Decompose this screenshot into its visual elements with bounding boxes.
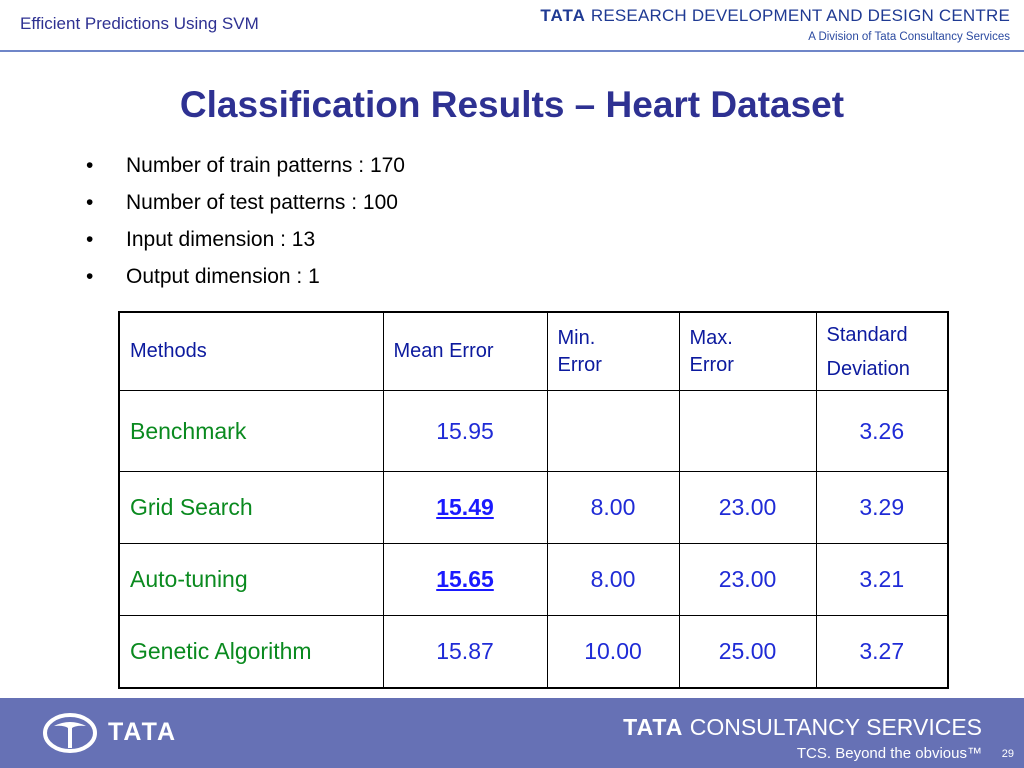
header-methods: Methods <box>119 312 383 391</box>
max-error-cell: 23.00 <box>679 472 816 544</box>
bullet-dot: • <box>86 191 94 214</box>
mean-error-cell: 15.87 <box>383 616 547 688</box>
header-title: Efficient Predictions Using SVM <box>20 14 259 33</box>
header-std-deviation <box>816 312 948 391</box>
header-min-error-line2: Error <box>557 353 602 376</box>
max-error-cell: 23.00 <box>679 544 816 616</box>
mean-error-cell-best: 15.49 <box>383 472 547 544</box>
min-error-cell: 8.00 <box>547 472 679 544</box>
bullet-list <box>86 152 405 300</box>
bullet-text: Number of test patterns : 100 <box>126 191 398 214</box>
bullet-item <box>86 152 405 189</box>
method-cell: Grid Search <box>119 472 383 544</box>
mean-error-cell-best: 15.65 <box>383 544 547 616</box>
header-std-line2: Deviation <box>826 357 910 380</box>
tata-logo-icon <box>42 712 98 759</box>
header-min-error-line1: Min. <box>557 326 596 349</box>
table-row <box>119 616 948 688</box>
table-row <box>119 544 948 616</box>
std-deviation-cell: 3.27 <box>816 616 948 688</box>
header-divider <box>0 50 1024 52</box>
tcs-brand <box>623 714 982 741</box>
method-cell: Benchmark <box>119 391 383 472</box>
std-deviation-cell: 3.26 <box>816 391 948 472</box>
header-mean-error: Mean Error <box>383 312 547 391</box>
brand-subtitle: A Division of Tata Consultancy Services <box>808 31 1010 43</box>
bullet-text: Number of train patterns : 170 <box>126 154 405 177</box>
table-header-row <box>119 312 948 391</box>
bullet-item <box>86 226 405 263</box>
tcs-tagline: TCS. Beyond the obvious™ <box>796 745 982 762</box>
page-number: 29 <box>1001 748 1014 760</box>
std-deviation-cell: 3.21 <box>816 544 948 616</box>
bullet-dot: • <box>86 265 94 288</box>
tcs-name: CONSULTANCY SERVICES <box>683 714 982 740</box>
footer-bar <box>0 698 1024 768</box>
brand-tata: TATA <box>540 6 586 25</box>
bullet-text: Output dimension : 1 <box>126 265 320 288</box>
bullet-dot: • <box>86 228 94 251</box>
min-error-cell: 8.00 <box>547 544 679 616</box>
std-deviation-cell: 3.29 <box>816 472 948 544</box>
header-max-error-line2: Error <box>689 353 734 376</box>
header-max-error-line1: Max. <box>689 326 733 349</box>
table-row <box>119 472 948 544</box>
bullet-item <box>86 263 405 300</box>
method-cell: Auto-tuning <box>119 544 383 616</box>
max-error-cell <box>679 391 816 472</box>
header-max-error <box>679 312 816 391</box>
bullet-text: Input dimension : 13 <box>126 228 316 251</box>
mean-error-cell: 15.95 <box>383 391 547 472</box>
trddc-brand <box>540 6 1010 43</box>
brand-rest: RESEARCH DEVELOPMENT AND DESIGN CENTRE <box>585 6 1010 25</box>
results-table <box>118 311 949 689</box>
max-error-cell: 25.00 <box>679 616 816 688</box>
method-cell: Genetic Algorithm <box>119 616 383 688</box>
header-min-error <box>547 312 679 391</box>
min-error-cell: 10.00 <box>547 616 679 688</box>
bullet-item <box>86 189 405 226</box>
table-row <box>119 391 948 472</box>
header-std-line1: Standard <box>826 323 908 346</box>
tcs-tata: TATA <box>623 714 684 740</box>
slide-title: Classification Results – Heart Dataset <box>179 84 845 125</box>
bullet-dot: • <box>86 154 94 177</box>
brand-name <box>540 6 1010 26</box>
tata-wordmark: TATA <box>108 718 178 746</box>
min-error-cell <box>547 391 679 472</box>
